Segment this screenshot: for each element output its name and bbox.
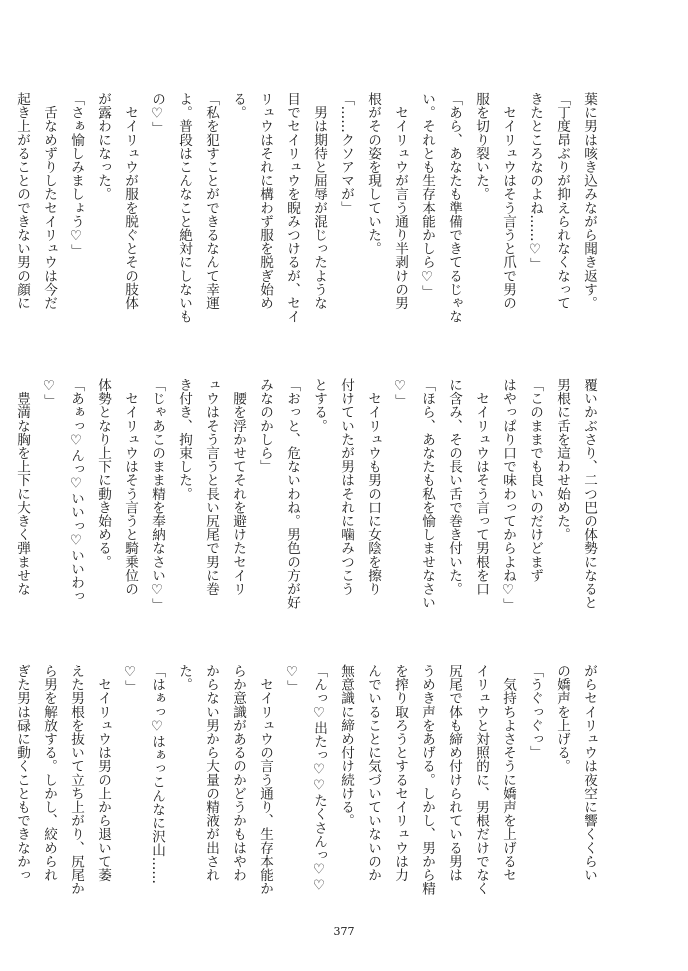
text-column: 「おっと、危ないわね。男色の方が好: [284, 378, 300, 610]
text-column: 「んっ♡出たっ♡♡たくさんっ♡♡: [311, 664, 327, 894]
text-column: た。: [176, 664, 192, 692]
text-column: に含み、その長い舌で巻き付いた。: [446, 378, 462, 596]
text-column: 男は期待と屈辱が混じったような: [311, 92, 327, 310]
text-column: 葉に男は咳き込みながら聞き返す。: [581, 92, 597, 310]
text-column: 「私を犯すことができるなんて幸運: [203, 92, 219, 310]
text-column: ぎた男は碌に動くこともできなかっ: [14, 664, 30, 882]
text-column: る。: [230, 92, 246, 120]
text-column: リュウはそれに構わず服を脱ぎ始め: [257, 92, 273, 310]
text-column: 「あぁっ♡んっ♡いいっ♡いいわっ: [68, 378, 84, 603]
text-column: ♡」: [41, 378, 57, 408]
text-column: 豊満な胸を上下に大きく弾ませな: [14, 378, 30, 596]
text-column: ♡」: [122, 664, 138, 694]
text-column: 根がその姿を現していた。: [365, 92, 381, 256]
text-column: 付けていたが男はそれに噛みつこう: [338, 378, 354, 596]
text-tier-bottom: [0, 664, 688, 934]
text-column: 覆いかぶさり、二つ巴の体勢になると: [581, 378, 597, 610]
text-column: 尻尾で体も締め付けられている男は: [446, 664, 462, 882]
text-column: ュウはそう言うと長い尻尾で男に巻: [203, 378, 219, 596]
text-column: 男根に舌を這わせ始めた。: [554, 378, 570, 542]
text-column: 服を切り裂いた。: [473, 92, 489, 201]
text-column: セイリュウはそう言うと爪で男の: [500, 92, 516, 310]
text-column: を搾り取ろうとするセイリュウは力: [392, 664, 408, 882]
text-column: とする。: [311, 378, 327, 433]
text-column: 「このままでも良いのだけどまず: [527, 378, 543, 582]
text-column: 「ほら、あなたも私を愉しませなさい: [419, 378, 435, 610]
text-column: 体勢となり上下に動き始める。: [95, 378, 111, 569]
text-column: 「うぐっぐっ」: [527, 664, 543, 760]
text-column: 目でセイリュウを睨みつけるが、セイ: [284, 92, 300, 324]
text-column: ♡」: [284, 664, 300, 694]
text-column: んでいることに気づいていないのか: [365, 664, 381, 882]
text-column: の♡」: [149, 92, 165, 136]
text-column: セイリュウはそう言って男根を口: [473, 378, 489, 596]
text-column: がらセイリュウは夜空に響くくらい: [581, 664, 597, 882]
page-number: 377: [333, 925, 355, 938]
text-column: はやっぱり口で味わってからよね♡」: [500, 378, 516, 612]
text-column: きたところなのよね……♡」: [527, 92, 543, 272]
text-column: 気持ちよさそうに嬌声を上げるセ: [500, 664, 516, 882]
text-column: セイリュウは男の上から退いて萎: [95, 664, 111, 882]
text-column: 「はぁっ♡はぁっこんなに沢山……: [149, 664, 165, 884]
text-tier-top: [0, 92, 688, 362]
text-column: イリュウと対照的に、男根だけでなく: [473, 664, 489, 896]
text-column: ら男を解放する。しかし、絞められ: [41, 664, 57, 882]
text-column: えた男根を抜いて立ち上がり、尻尾か: [68, 664, 84, 896]
text-column: 「あら、あなたも準備できてるじゃな: [446, 92, 462, 324]
text-column: 腰を浮かせてそれを避けたセイリ: [230, 378, 246, 596]
text-column: うめき声をあげる。しかし、男から精: [419, 664, 435, 896]
text-column: の嬌声を上げる。: [554, 664, 570, 773]
text-column: 無意識に締め付け続ける。: [338, 664, 354, 828]
text-column: い。それとも生存本能かしら♡」: [419, 92, 435, 299]
text-column: 「じゃあこのまま精を奉納なさい♡」: [149, 378, 165, 612]
text-column: 「さぁ愉しみましょう♡」: [68, 92, 84, 258]
text-column: 起き上がることのできない男の顔に: [14, 92, 30, 310]
text-column: 「丁度昂ぶりが抑えられなくなって: [554, 92, 570, 310]
text-column: き付き、拘束した。: [176, 378, 192, 501]
text-column: ♡」: [392, 378, 408, 408]
text-column: からない男から大量の精液が出され: [203, 664, 219, 882]
text-column: セイリュウの言う通り、生存本能か: [257, 664, 273, 896]
text-column: みなのかしら」: [257, 378, 273, 474]
text-column: 舌なめずりしたセイリュウは今だ: [41, 92, 57, 310]
text-column: セイリュウが言う通り半剥けの男: [392, 92, 408, 310]
text-column: セイリュウが服を脱ぐとその肢体: [122, 92, 138, 310]
text-column: が露わになった。: [95, 92, 111, 201]
text-tier-middle: [0, 378, 688, 648]
text-column: セイリュウも男の口に女陰を擦り: [365, 378, 381, 596]
text-column: 「……クソアマが」: [338, 92, 354, 215]
text-column: セイリュウはそう言うと騎乗位の: [122, 378, 138, 596]
text-column: よ。普段はこんなこと絶対にしないも: [176, 92, 192, 324]
text-column: らか意識があるのかどうかもはやわ: [230, 664, 246, 882]
